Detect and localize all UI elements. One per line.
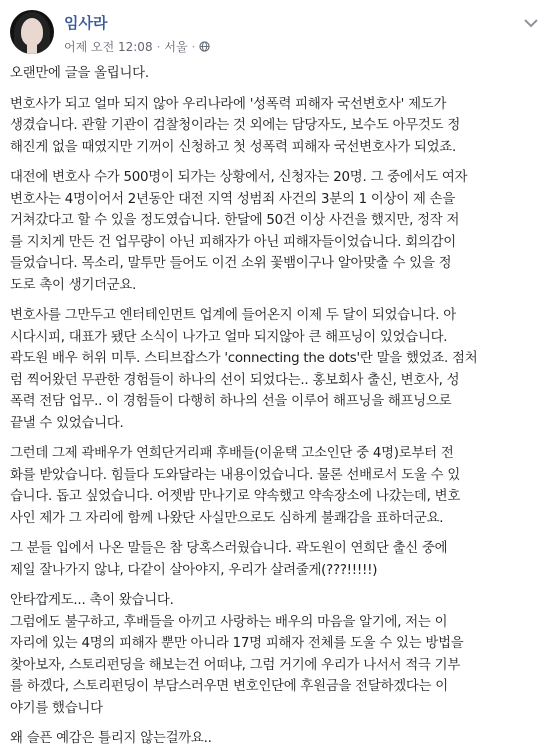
post-paragraph: 그 분들 입에서 나온 말들은 참 당혹스러웠습니다. 곽도원이 연희단 출신 중에 제일 잘나가지 않냐, 다같이 살아야지, 우리가 살려줄게(???!!!!!) — [10, 541, 448, 578]
post-paragraph: 변호사가 되고 얼마 되지 않아 우리나라에 '성폭력 피해자 국선변호사' 제도가 생겼습니다. 관할 기관이 검찰청이라는 것 외에는 담당자도, 보수도 아무것도 정 해진게 없을 때였지만 기꺼이 신청하고 첫 성폭력 피해자 국선변호사가 되었죠. — [10, 96, 460, 155]
post-paragraph: 대전에 변호사 수가 500명이 되가는 상황에서, 신청자는 20명. 그 중에서도 여자 변호사는 4명이어서 2년동안 대전 지역 성범죄 사건의 3분의 1 이상이 제 손을 거쳐갔다고 할 수 있을 정도였습니다. 한달에 50건 이상 사건을 했지만, 정작 저 를 지치게 만든 건 업무량이 아닌 피해자가 아닌 피해자들이었습니다. 회의감이 들었습니다. 목소리, 말투만 들어도 이건 소위 꽃뱀이구나 알아맞출 수 있을 정 도로 촉이 생기더군요. — [10, 170, 468, 293]
post-meta — [64, 38, 210, 55]
post-body — [10, 63, 542, 750]
post-paragraph: 안타깝게도... 촉이 왔습니다. 그럼에도 불구하고, 후배들을 아끼고 사랑하는 배우의 마음을 알기에, 저는 이 자리에 있는 4명의 피해자 뿐만 아니라 17명 피해자 전체를 도울 수 있는 방법을 찾아보자, 스토리펀딩을 해보는건 어떠냐, 그럼 거기에 우리가 나서서 적극 기부 를 하겠다, 스토리펀딩이 부담스러우면 변호인단에 후원금을 전달하겠다는 이 야기를 했습니다 — [10, 593, 464, 716]
post-paragraph: 그런데 그제 곽배우가 연희단거리패 후배들(이윤택 고소인단 중 4명)로부터 전 화를 받았습니다. 힘들다 도와달라는 내용이었습니다. 물론 선배로서 도울 수 있 습니다. 돕고 싶었습니다. 어젯밤 만나기로 약속했고 약속장소에 나갔는데, 변호 사인 제가 그 자리에 함께 나왔단 사실만으로도 심하게 불쾌감을 표하더군요. — [10, 446, 460, 526]
meta-separator: · — [191, 39, 196, 54]
avatar-neck — [27, 44, 37, 54]
post-header — [10, 10, 540, 62]
avatar[interactable] — [10, 10, 54, 54]
avatar-face — [21, 18, 43, 46]
post-location[interactable]: 서울 — [164, 40, 188, 54]
author-name[interactable]: 임사라 — [64, 14, 108, 32]
globe-icon[interactable] — [199, 41, 210, 52]
post-paragraph: 왜 슬픈 예감은 틀리지 않는걸까요.. — [10, 731, 212, 746]
post-paragraph: 오랜만에 글을 올립니다. — [10, 66, 149, 81]
meta-separator: · — [156, 39, 161, 54]
post-paragraph: 변호사를 그만두고 엔터테인먼트 업계에 들어온지 이제 두 달이 되었습니다. 아 시다시피, 대표가 됐단 소식이 나가고 얼마 되지않아 큰 해프닝이 있었습니다. 곽도원 배우 허위 미투. 스티브잡스가 'connecting the dots'란 말을 했었죠. 점처 럼 찍어왔던 무관한 경험들이 하나의 선이 되었다는.. 홍보회사 출신, 변호사, 성 폭력 전담 업무.. 이 경험들이 다행히 하나의 선을 이루어 해프닝을 해프닝으로 끝낼 수 있었습니다. — [10, 308, 478, 431]
post-timestamp[interactable]: 어제 오전 12:08 — [64, 40, 153, 54]
chevron-down-icon[interactable] — [522, 16, 540, 30]
